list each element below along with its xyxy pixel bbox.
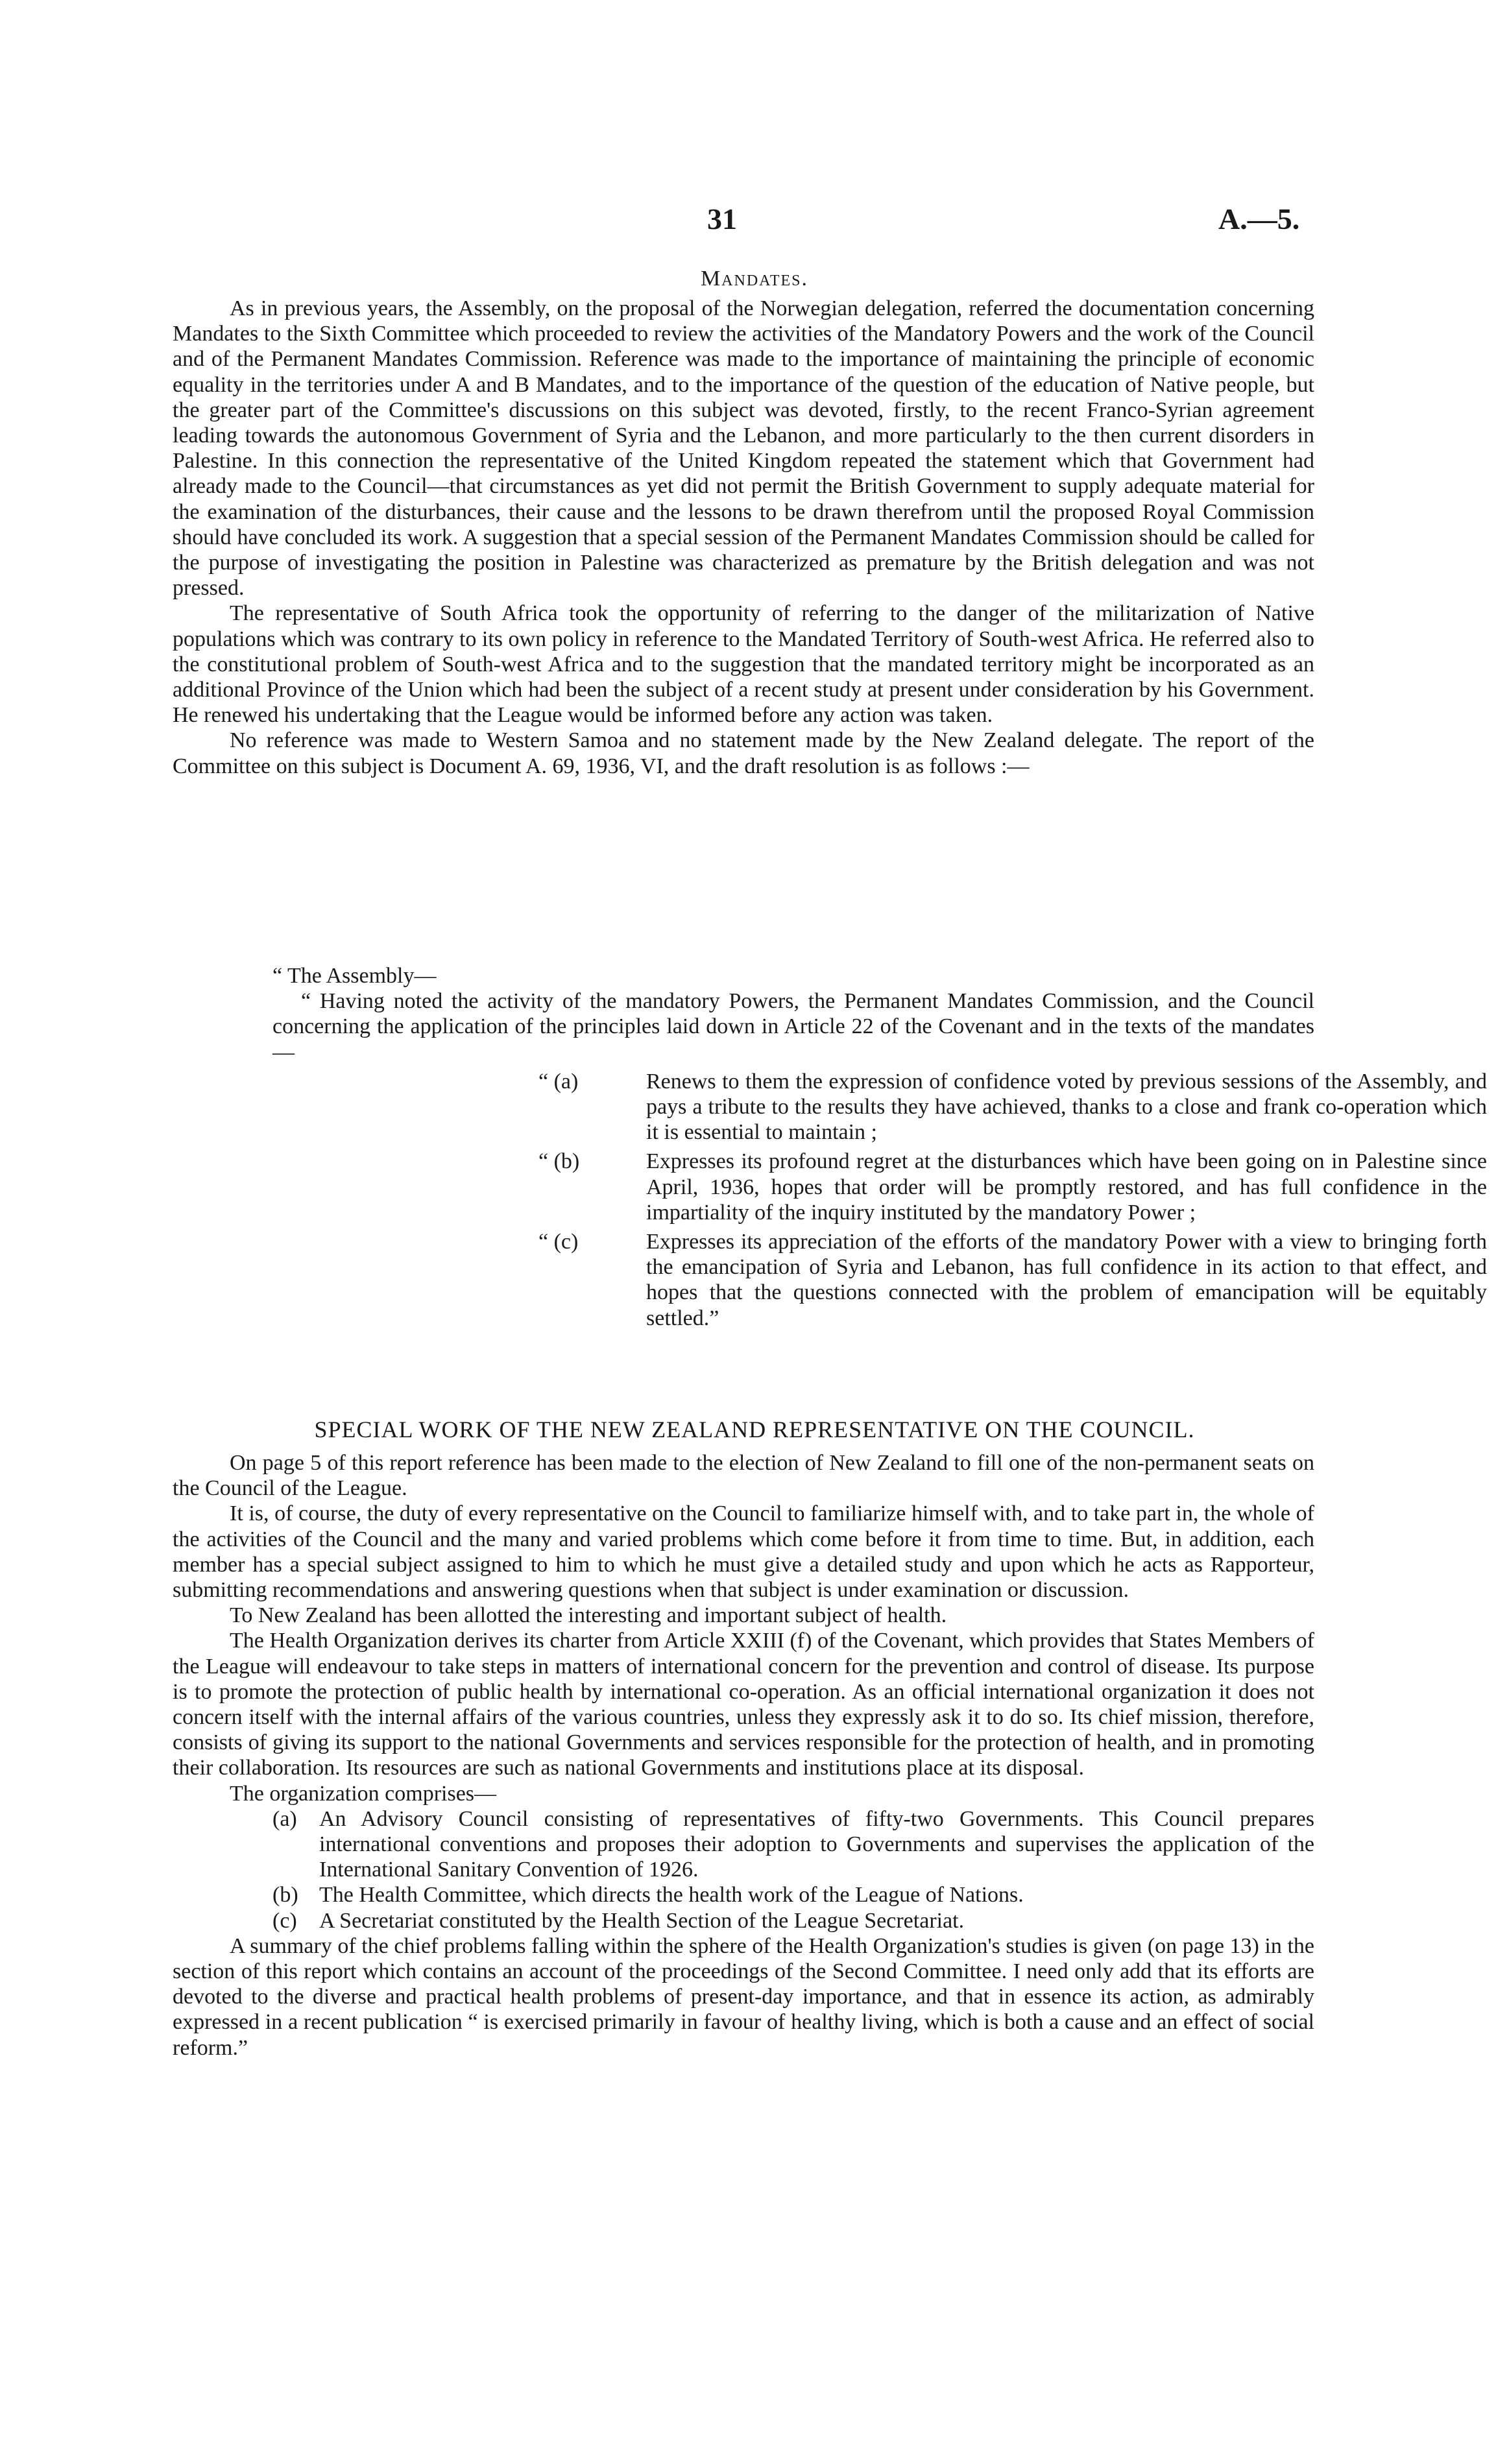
paragraph: On page 5 of this report reference has been made to the election of New Zealand to fill one of the non-permanent seats on the Council of the League.	[173, 1451, 1314, 1501]
resolution-opening: “ The Assembly—	[272, 964, 437, 988]
clause-label: “ (a)	[538, 1069, 579, 1094]
item-text: The Health Committee, which directs the health work of the League of Nations.	[319, 1883, 1024, 1908]
clause-label: “ (b)	[538, 1149, 580, 1174]
list-item	[272, 1806, 1314, 1883]
draft-resolution	[173, 963, 1487, 1331]
resolution-preamble: “ Having noted the activity of the mandatory Powers, the Permanent Mandates Commission, and the Council concerning the application of the principles laid down in Article 22 of the Covenant and in the texts of the mandates—	[272, 989, 1314, 1064]
resolution-clause-b	[538, 1149, 1487, 1225]
paragraph: The organization comprises—	[230, 1781, 497, 1806]
item-text: An Advisory Council consisting of representatives of fifty-two Governments. This Council prepares international conventions and proposes their adoption to Governments and supervises the application of the International Sanitary Convention of 1926.	[319, 1806, 1314, 1882]
list-item	[272, 1908, 1314, 1933]
special-work-heading: SPECIAL WORK OF THE NEW ZEALAND REPRESENTATIVE ON THE COUNCIL.	[314, 1417, 1195, 1442]
item-text: A Secretariat constituted by the Health Section of the League Secretariat.	[319, 1908, 965, 1933]
list-item	[272, 1882, 1314, 1908]
clause-text: Expresses its appreciation of the efforts of the mandatory Power with a view to bringing forth the emancipation of Syria and Lebanon, has full confidence in its action to that effect, and hopes that the questions connected with the problem of emancipation will be equitably settled.”	[646, 1230, 1487, 1330]
paragraph: As in previous years, the Assembly, on the proposal of the Norwegian delegation, referred the documentation concerning Mandates to the Sixth Committee which proceeded to review the activities of the Mandatory Powers and the work of the Council and of the Permanent Mandates Commission. Reference was made to the importance of maintaining the principle of economic equality in the territories under A and B Mandates, and to the importance of the question of the education of Native people, but the greater part of the Committee's discussions on this subject was devoted, firstly, to the recent Franco-Syrian agreement leading towards the autonomous Government of Syria and the Lebanon, and more particularly to the then current disorders in Palestine. In this connection the representative of the United Kingdom repeated the statement which that Government had already made to the Council—that circumstances as yet did not permit the British Government to supply adequate material for the examination of the disturbances, their cause and the lessons to be drawn therefrom until the proposed Royal Commission should have concluded its work. A suggestion that a special session of the Permanent Mandates Commission should be called for the purpose of investigating the position in Palestine was characterized as premature by the British delegation and was not pressed.	[173, 296, 1314, 601]
document-reference: A.—5.	[1218, 202, 1300, 235]
paragraph: No reference was made to Western Samoa and no statement made by the New Zealand delegate. The report of the Committee on this subject is Document A. 69, 1936, VI, and the draft resolution is as follows :—	[173, 728, 1314, 778]
mandates-body	[173, 296, 1314, 779]
item-label: (c)	[272, 1908, 297, 1933]
clause-label: “ (c)	[538, 1230, 579, 1254]
paragraph: The Health Organization derives its charter from Article XXIII (f) of the Covenant, which provides that States Members of the League will endeavour to take steps in matters of international concern for the prevention and control of disease. Its purpose is to promote the protection of public health by international co-operation. As an official international organization it does not concern itself with the internal affairs of the various countries, unless they expressly ask it to do so. Its chief mission, therefore, consists of giving its support to the national Governments and services responsible for the protection of health, and in promoting their collaboration. Its resources are such as national Governments and institutions place at its disposal.	[173, 1629, 1314, 1780]
clause-text: Renews to them the expression of confidence voted by previous sessions of the Assembly, and pays a tribute to the results they have achieved, thanks to a close and frank co-operation which it is essential to maintain ;	[646, 1069, 1487, 1145]
item-label: (b)	[272, 1883, 298, 1908]
paragraph: A summary of the chief problems falling within the sphere of the Health Organization's studies is given (on page 13) in the section of this report which contains an account of the proceedings of the Second Committee. I need only add that its efforts are devoted to the diverse and practical health problems of present-day importance, and that in essence its action, as admirably expressed in a recent publication “ is exercised primarily in favour of healthy living, which is both a cause and an effect of social reform.”	[173, 1933, 1314, 2060]
page-header	[0, 202, 1509, 245]
clause-text: Expresses its profound regret at the disturbances which have been going on in Palestine since April, 1936, hopes that order will be promptly restored, and has full confidence in the impartiality of the inquiry instituted by the mandatory Power ;	[646, 1149, 1487, 1225]
page-number: 31	[707, 202, 737, 235]
paragraph: It is, of course, the duty of every representative on the Council to familiarize himself with, and to take part in, the whole of the activities of the Council and the many and varied problems which come before it from time to time. But, in addition, each member has a special subject assigned to him to which he must give a detailed study and upon which he acts as Rapporteur, submitting recommendations and answering questions when that subject is under examination or discussion.	[173, 1501, 1314, 1603]
mandates-heading: Mandates.	[700, 267, 809, 291]
resolution-clause-a	[538, 1069, 1487, 1145]
resolution-clause-c	[538, 1229, 1487, 1331]
special-work-body	[173, 1450, 1314, 2061]
item-label: (a)	[272, 1806, 297, 1831]
paragraph: To New Zealand has been allotted the interesting and important subject of health.	[230, 1603, 947, 1628]
paragraph: The representative of South Africa took the opportunity of referring to the danger of the militarization of Native populations which was contrary to its own policy in reference to the Mandated Territory of South-west Africa. He referred also to the constitutional problem of South-west Africa and to the suggestion that the mandated territory might be incorporated as an additional Province of the Union which had been the subject of a recent study at present under consideration by his Government. He renewed his undertaking that the League would be informed before any action was taken.	[173, 601, 1314, 728]
